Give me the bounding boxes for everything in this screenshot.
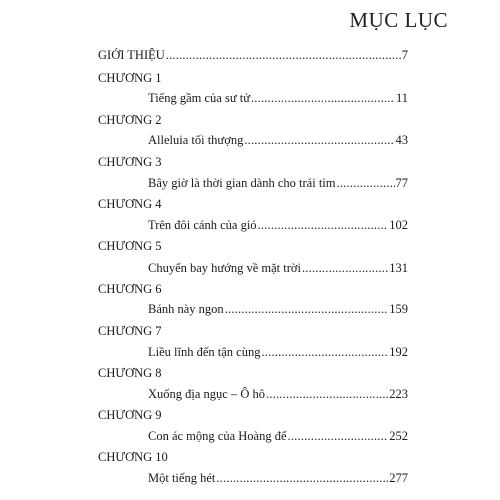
chapter-row xyxy=(148,175,408,191)
chapter-title: Con ác mộng của Hoàng đế xyxy=(148,429,287,443)
toc-title: MỤC LỤC xyxy=(349,8,448,32)
chapter-row xyxy=(148,428,408,444)
chapter-title: Alleluia tối thượng xyxy=(148,133,244,147)
dot-leader xyxy=(251,90,395,106)
toc-intro-row xyxy=(98,47,408,63)
chapter-heading: CHƯƠNG 8 xyxy=(98,366,162,380)
chapter-row xyxy=(148,344,408,360)
chapter-page: 252 xyxy=(389,429,408,443)
dot-leader xyxy=(337,175,395,191)
dot-leader xyxy=(225,301,389,317)
chapter-title: Bây giờ là thời gian dành cho trái tim xyxy=(148,176,336,190)
dot-leader xyxy=(258,217,389,233)
chapter-page: 277 xyxy=(389,471,408,485)
chapter-row xyxy=(148,260,408,276)
dot-leader xyxy=(302,260,388,276)
dot-leader xyxy=(261,344,388,360)
intro-page: 7 xyxy=(401,48,408,62)
chapter-page: 192 xyxy=(389,345,408,359)
chapter-row xyxy=(148,301,408,317)
chapter-page: 102 xyxy=(389,218,408,232)
chapter-title: Trên đôi cánh của gió xyxy=(148,218,257,232)
chapter-heading: CHƯƠNG 10 xyxy=(98,450,168,464)
chapter-page: 77 xyxy=(395,176,408,190)
chapter-title: Liều lĩnh đến tận cùng xyxy=(148,345,261,359)
chapter-row xyxy=(148,386,408,402)
intro-label: GIỚI THIỆU xyxy=(98,48,165,62)
chapter-heading: CHƯƠNG 5 xyxy=(98,239,162,253)
chapter-title: Một tiếng hét xyxy=(148,471,216,485)
dot-leader xyxy=(166,47,401,63)
chapter-heading: CHƯƠNG 6 xyxy=(98,282,162,296)
chapter-page: 131 xyxy=(389,261,408,275)
chapter-heading: CHƯƠNG 7 xyxy=(98,324,162,338)
dot-leader xyxy=(216,470,388,486)
dot-leader xyxy=(266,386,388,402)
chapter-page: 159 xyxy=(389,302,408,316)
chapter-heading: CHƯƠNG 9 xyxy=(98,408,162,422)
dot-leader xyxy=(288,428,389,444)
chapter-heading: CHƯƠNG 1 xyxy=(98,71,162,85)
chapter-title: Chuyến bay hướng về mặt trời xyxy=(148,261,301,275)
chapter-title: Xuống địa ngục – Ô hô xyxy=(148,387,265,401)
chapter-page: 223 xyxy=(389,387,408,401)
chapter-heading: CHƯƠNG 3 xyxy=(98,155,162,169)
chapter-row xyxy=(148,132,408,148)
chapter-page: 11 xyxy=(395,91,408,105)
chapter-title: Bánh này ngon xyxy=(148,302,224,316)
chapter-row xyxy=(148,90,408,106)
dot-leader xyxy=(244,132,394,148)
chapter-heading: CHƯƠNG 2 xyxy=(98,113,162,127)
chapter-row xyxy=(148,470,408,486)
chapter-page: 43 xyxy=(395,133,408,147)
chapter-row xyxy=(148,217,408,233)
chapter-title: Tiếng gầm của sư tử xyxy=(148,91,250,105)
chapter-heading: CHƯƠNG 4 xyxy=(98,197,162,211)
